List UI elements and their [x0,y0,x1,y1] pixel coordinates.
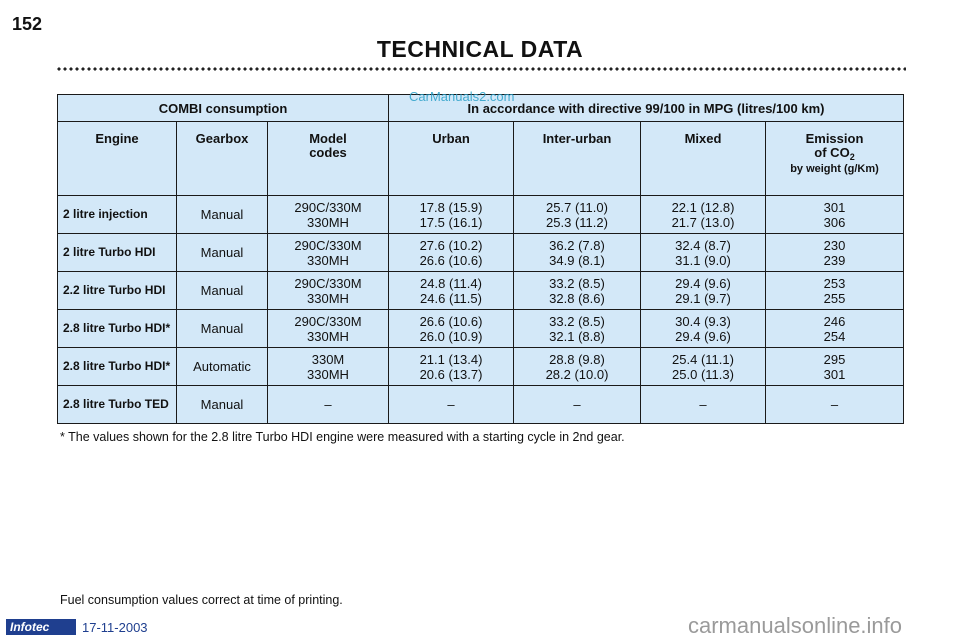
cell-model-codes [268,348,389,386]
cell-urban-line: 27.6 (10.2) [419,237,483,253]
cell-model-codes [268,234,389,272]
cell-gearbox: Manual [177,310,268,348]
cell-model-codes [268,310,389,348]
cell-model-codes-line: 330M [311,351,345,367]
column-header-model-codes [268,122,389,196]
cell-emission [766,196,904,234]
cell-emission-line: 239 [823,252,846,268]
cell-inter-urban [514,272,641,310]
cell-emission-line: 253 [823,275,846,291]
cell-engine: 2.8 litre Turbo HDI* [58,310,177,348]
cell-inter-urban-line: 25.3 (11.2) [546,214,608,230]
table-body [58,196,904,424]
cell-inter-urban-line: 32.8 (8.6) [549,290,605,306]
cell-mixed [641,386,766,424]
cell-mixed-line: 31.1 (9.0) [675,252,731,268]
cell-emission-line: – [830,397,839,412]
cell-urban [389,234,514,272]
cell-inter-urban [514,310,641,348]
cell-model-codes-line: – [324,397,332,412]
cell-engine: 2.8 litre Turbo TED [58,386,177,424]
cell-mixed [641,272,766,310]
cell-mixed-line: 25.4 (11.1) [672,351,734,367]
cell-inter-urban-line: 33.2 (8.5) [549,313,605,329]
column-header-urban: Urban [389,122,514,196]
cell-inter-urban-line: 28.2 (10.0) [545,366,609,382]
cell-mixed [641,348,766,386]
cell-emission-line: 255 [823,290,846,306]
cell-model-codes-line: 330MH [307,252,349,268]
cell-engine: 2.2 litre Turbo HDI [58,272,177,310]
cell-urban-line: 26.6 (10.6) [419,313,483,329]
cell-urban [389,272,514,310]
cell-mixed-line: 29.1 (9.7) [675,290,731,306]
emission-subscript: 2 [849,152,855,162]
technical-data-table [57,94,904,424]
cell-mixed [641,196,766,234]
infotec-logo: Infotec [6,619,76,635]
group-header-combi: COMBI consumption [58,95,389,122]
cell-model-codes-line: 290C/330M [294,237,362,253]
table-row [58,272,904,310]
cell-emission [766,234,904,272]
cell-emission-line: 301 [823,199,846,215]
cell-urban-line: 20.6 (13.7) [419,366,483,382]
cell-model-codes-line: 290C/330M [294,313,362,329]
page-number: 152 [12,14,43,34]
cell-mixed-line: 21.7 (13.0) [671,214,735,230]
cell-inter-urban-line: – [573,397,581,412]
cell-mixed-line: – [699,397,707,412]
table-row [58,348,904,386]
cell-urban-line: 17.8 (15.9) [419,199,483,215]
cell-model-codes-line: 330MH [307,290,349,306]
cell-model-codes [268,196,389,234]
cell-model-codes-line: 330MH [307,214,349,230]
column-header-emission [766,122,904,196]
cell-gearbox: Manual [177,386,268,424]
model-header-line1: Model [309,131,347,146]
cell-emission-line: 295 [823,351,846,367]
model-header-line2: codes [309,145,347,160]
cell-model-codes-line: 290C/330M [294,199,362,215]
cell-mixed-line: 29.4 (9.6) [675,328,731,344]
table-row [58,386,904,424]
cell-emission [766,272,904,310]
cell-urban-line: 26.0 (10.9) [419,328,483,344]
cell-gearbox: Manual [177,234,268,272]
cell-inter-urban-line: 36.2 (7.8) [549,237,605,253]
cell-mixed-line: 29.4 (9.6) [675,275,731,291]
cell-model-codes-line: 330MH [307,366,349,382]
cell-inter-urban [514,234,641,272]
column-header-mixed: Mixed [641,122,766,196]
cell-model-codes-line: 330MH [307,328,349,344]
table-row [58,234,904,272]
cell-urban-line: – [447,397,455,412]
cell-emission-line: 301 [823,366,846,382]
column-header-inter-urban: Inter-urban [514,122,641,196]
group-header-directive: In accordance with directive 99/100 in MPG (litres/100 km) [389,95,904,122]
cell-inter-urban [514,196,641,234]
cell-emission-line: 306 [823,214,846,230]
cell-inter-urban [514,348,641,386]
column-header-engine: Engine [58,122,177,196]
cell-engine: 2 litre Turbo HDI [58,234,177,272]
cell-inter-urban-line: 32.1 (8.8) [549,328,605,344]
cell-gearbox: Manual [177,196,268,234]
table-row [58,196,904,234]
cell-emission-line: 254 [823,328,846,344]
cell-urban-line: 21.1 (13.4) [419,351,483,367]
cell-mixed-line: 25.0 (11.3) [672,366,734,382]
page-title: TECHNICAL DATA [376,36,584,62]
cell-model-codes [268,272,389,310]
cell-urban [389,196,514,234]
print-date: 17-11-2003 [82,620,148,635]
dotted-divider [56,66,906,72]
cell-emission [766,386,904,424]
cell-inter-urban-line: 33.2 (8.5) [549,275,605,291]
cell-inter-urban-line: 34.9 (8.1) [549,252,605,268]
table-row [58,310,904,348]
cell-emission-line: 246 [823,313,846,329]
cell-urban [389,386,514,424]
footer-note: Fuel consumption values correct at time of printing. [60,593,343,607]
cell-mixed [641,310,766,348]
cell-emission [766,310,904,348]
column-header-gearbox: Gearbox [177,122,268,196]
emission-header-line1: Emission [805,131,864,146]
emission-header-line3: by weight (g/Km) [790,163,879,175]
cell-mixed-line: 32.4 (8.7) [675,237,731,253]
cell-engine: 2.8 litre Turbo HDI* [58,348,177,386]
watermark-top: CarManuals2.com [409,89,515,104]
emission-header-line2 [768,146,901,161]
cell-urban-line: 17.5 (16.1) [419,214,483,230]
cell-urban [389,310,514,348]
cell-gearbox: Automatic [177,348,268,386]
emission-co-label: of CO [814,145,850,160]
cell-inter-urban [514,386,641,424]
cell-emission [766,348,904,386]
watermark-bottom: carmanualsonline.info [688,613,903,638]
cell-urban-line: 26.6 (10.6) [419,252,483,268]
cell-mixed-line: 22.1 (12.8) [671,199,735,215]
cell-emission-line: 230 [823,237,846,253]
cell-mixed-line: 30.4 (9.3) [675,313,731,329]
cell-urban [389,348,514,386]
cell-model-codes-line: 290C/330M [294,275,362,291]
table-column-header-row [58,122,904,196]
cell-urban-line: 24.8 (11.4) [420,275,482,291]
cell-engine: 2 litre injection [58,196,177,234]
cell-inter-urban-line: 28.8 (9.8) [549,351,605,367]
cell-mixed [641,234,766,272]
cell-urban-line: 24.6 (11.5) [420,290,482,306]
footnote: * The values shown for the 2.8 litre Turbo HDI engine were measured with a starting cycle in 2nd gear. [60,430,625,444]
cell-model-codes [268,386,389,424]
cell-gearbox: Manual [177,272,268,310]
cell-inter-urban-line: 25.7 (11.0) [546,199,608,215]
